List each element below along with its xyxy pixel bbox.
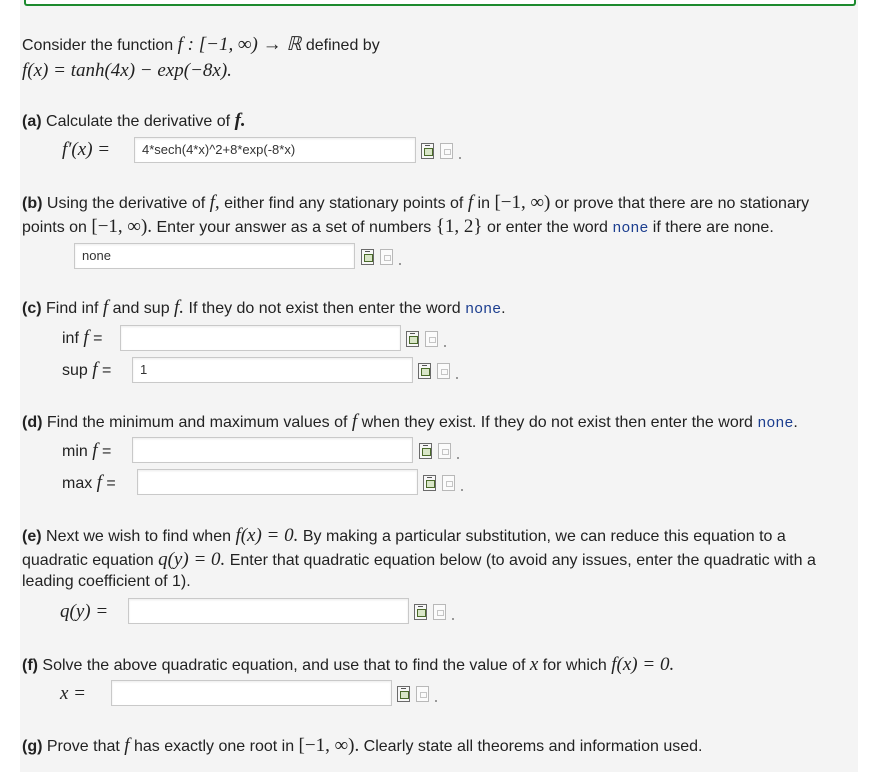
part-d-tag: (d) bbox=[22, 414, 43, 431]
part-g-question bbox=[22, 735, 702, 758]
separator-dot bbox=[435, 700, 437, 702]
separator-dot bbox=[452, 618, 454, 620]
keyword-none: none bbox=[612, 220, 649, 237]
math: f bbox=[83, 327, 89, 348]
keyword-none: none bbox=[757, 415, 794, 432]
math: f(x) = 0. bbox=[235, 525, 299, 546]
inf-input[interactable] bbox=[120, 325, 401, 351]
separator-dot bbox=[461, 489, 463, 491]
part-a-math: f. bbox=[234, 110, 246, 131]
part-f-tag: (f) bbox=[22, 657, 38, 674]
sup-input[interactable]: 1 bbox=[132, 357, 413, 383]
text: points on bbox=[22, 219, 92, 236]
part-f-question bbox=[22, 654, 674, 677]
math: f bbox=[351, 411, 358, 432]
min-input[interactable] bbox=[132, 437, 413, 463]
function-domain-math: f : [−1, ∞) → ℝ bbox=[177, 34, 302, 55]
sup-icons bbox=[418, 363, 458, 383]
text: quadratic equation bbox=[22, 552, 159, 569]
text: sup bbox=[62, 362, 93, 379]
part-c-question bbox=[22, 297, 506, 321]
stationary-points-input[interactable]: none bbox=[74, 243, 355, 269]
preview-icon[interactable] bbox=[419, 443, 432, 459]
intro-text-suffix: defined by bbox=[301, 37, 380, 54]
function-definition: f(x) = tanh(4x) − exp(−8x). bbox=[22, 60, 232, 81]
text: min bbox=[62, 443, 93, 460]
math: x bbox=[529, 654, 539, 675]
text: when they exist. If they do not exist then enter the word bbox=[357, 414, 758, 431]
part-b-question-line-2 bbox=[22, 216, 774, 240]
part-e-icons bbox=[414, 604, 454, 624]
help-icon[interactable] bbox=[442, 475, 455, 491]
part-e-question-line-1 bbox=[22, 525, 786, 548]
text: Using the derivative of bbox=[42, 195, 210, 212]
preview-icon[interactable] bbox=[414, 604, 427, 620]
intro-text: Consider the function bbox=[22, 37, 178, 54]
part-b-icons bbox=[361, 249, 401, 269]
math: q(y) = 0. bbox=[158, 549, 226, 570]
text: inf bbox=[62, 330, 84, 347]
help-icon[interactable] bbox=[438, 443, 451, 459]
keyword-none: none bbox=[465, 301, 502, 318]
separator-dot bbox=[399, 263, 401, 265]
math: f bbox=[102, 297, 109, 318]
text: in bbox=[473, 195, 495, 212]
max-label bbox=[62, 472, 116, 495]
math: f bbox=[467, 192, 474, 213]
math: [−1, ∞). bbox=[91, 216, 153, 237]
math: f. bbox=[174, 297, 185, 318]
math: {1, 2} bbox=[435, 216, 483, 237]
text: Enter your answer as a set of numbers bbox=[152, 219, 436, 236]
text: = bbox=[101, 475, 116, 492]
text: max bbox=[62, 475, 97, 492]
part-b-question-line-1 bbox=[22, 192, 809, 215]
intro-line-1 bbox=[22, 34, 380, 57]
help-icon[interactable] bbox=[437, 363, 450, 379]
math: [−1, ∞) bbox=[494, 192, 551, 213]
text: . bbox=[501, 300, 506, 317]
text: If they do not exist then enter the word bbox=[184, 300, 466, 317]
part-a-tag: (a) bbox=[22, 113, 42, 130]
text: for which bbox=[538, 657, 612, 674]
separator-dot bbox=[456, 377, 458, 379]
preview-icon[interactable] bbox=[397, 686, 410, 702]
text: By making a particular substitution, we can reduce this equation to a bbox=[298, 528, 786, 545]
help-icon[interactable] bbox=[416, 686, 429, 702]
part-d-question bbox=[22, 411, 798, 435]
text: = bbox=[97, 362, 112, 379]
text: or enter the word bbox=[482, 219, 613, 236]
text: and sup bbox=[108, 300, 175, 317]
part-g-tag: (g) bbox=[22, 738, 43, 755]
preview-icon[interactable] bbox=[423, 475, 436, 491]
root-input[interactable] bbox=[111, 680, 392, 706]
text: Find the minimum and maximum values of bbox=[42, 414, 352, 431]
quadratic-label: q(y) = bbox=[60, 601, 109, 622]
part-e-question-line-3: leading coefficient of 1). bbox=[22, 573, 191, 590]
text: = bbox=[97, 443, 112, 460]
inf-icons bbox=[406, 331, 446, 351]
preview-icon[interactable] bbox=[421, 143, 434, 159]
math: f bbox=[124, 735, 130, 756]
part-a-icons bbox=[421, 143, 461, 163]
math: f(x) = 0. bbox=[611, 654, 675, 675]
math: f bbox=[92, 359, 98, 380]
text: = bbox=[88, 330, 103, 347]
sup-label bbox=[62, 359, 111, 382]
text: Next we wish to find when bbox=[41, 528, 236, 545]
derivative-input[interactable]: 4*sech(4*x)^2+8*exp(-8*x) bbox=[134, 137, 416, 163]
text: either find any stationary points of bbox=[219, 195, 468, 212]
text: or prove that there are no stationary bbox=[550, 195, 810, 212]
text: if there are none. bbox=[648, 219, 774, 236]
text: Find inf bbox=[41, 300, 103, 317]
text: . bbox=[793, 414, 798, 431]
inf-label bbox=[62, 327, 102, 350]
separator-dot bbox=[459, 157, 461, 159]
part-a-question bbox=[22, 110, 246, 133]
help-icon[interactable] bbox=[433, 604, 446, 620]
text: Clearly state all theorems and information used. bbox=[359, 738, 703, 755]
text: Solve the above quadratic equation, and use that to find the value of bbox=[37, 657, 530, 674]
previous-answer-box-edge bbox=[24, 0, 856, 6]
preview-icon[interactable] bbox=[406, 331, 419, 347]
part-e-tag: (e) bbox=[22, 528, 42, 545]
min-label bbox=[62, 440, 111, 463]
quadratic-input[interactable] bbox=[128, 598, 409, 624]
max-icons bbox=[423, 475, 463, 495]
preview-icon[interactable] bbox=[418, 363, 431, 379]
text: Enter that quadratic equation below (to avoid any issues, enter the quadratic with a bbox=[225, 552, 816, 569]
derivative-label: f′(x) = bbox=[62, 139, 111, 160]
text: Prove that bbox=[42, 738, 125, 755]
text: has exactly one root in bbox=[129, 738, 299, 755]
part-a-text: Calculate the derivative of bbox=[41, 113, 235, 130]
part-b-tag: (b) bbox=[22, 195, 43, 212]
part-c-tag: (c) bbox=[22, 300, 42, 317]
separator-dot bbox=[457, 457, 459, 459]
math: f bbox=[96, 472, 102, 493]
separator-dot bbox=[444, 345, 446, 347]
x-label: x = bbox=[60, 683, 87, 704]
min-icons bbox=[419, 443, 459, 463]
max-input[interactable] bbox=[137, 469, 418, 495]
help-icon[interactable] bbox=[425, 331, 438, 347]
part-e-question-line-2 bbox=[22, 549, 816, 572]
help-icon[interactable] bbox=[380, 249, 393, 265]
preview-icon[interactable] bbox=[361, 249, 374, 265]
math: f bbox=[92, 440, 98, 461]
math: [−1, ∞). bbox=[298, 735, 360, 756]
help-icon[interactable] bbox=[440, 143, 453, 159]
part-f-icons bbox=[397, 686, 437, 706]
math: f, bbox=[209, 192, 220, 213]
